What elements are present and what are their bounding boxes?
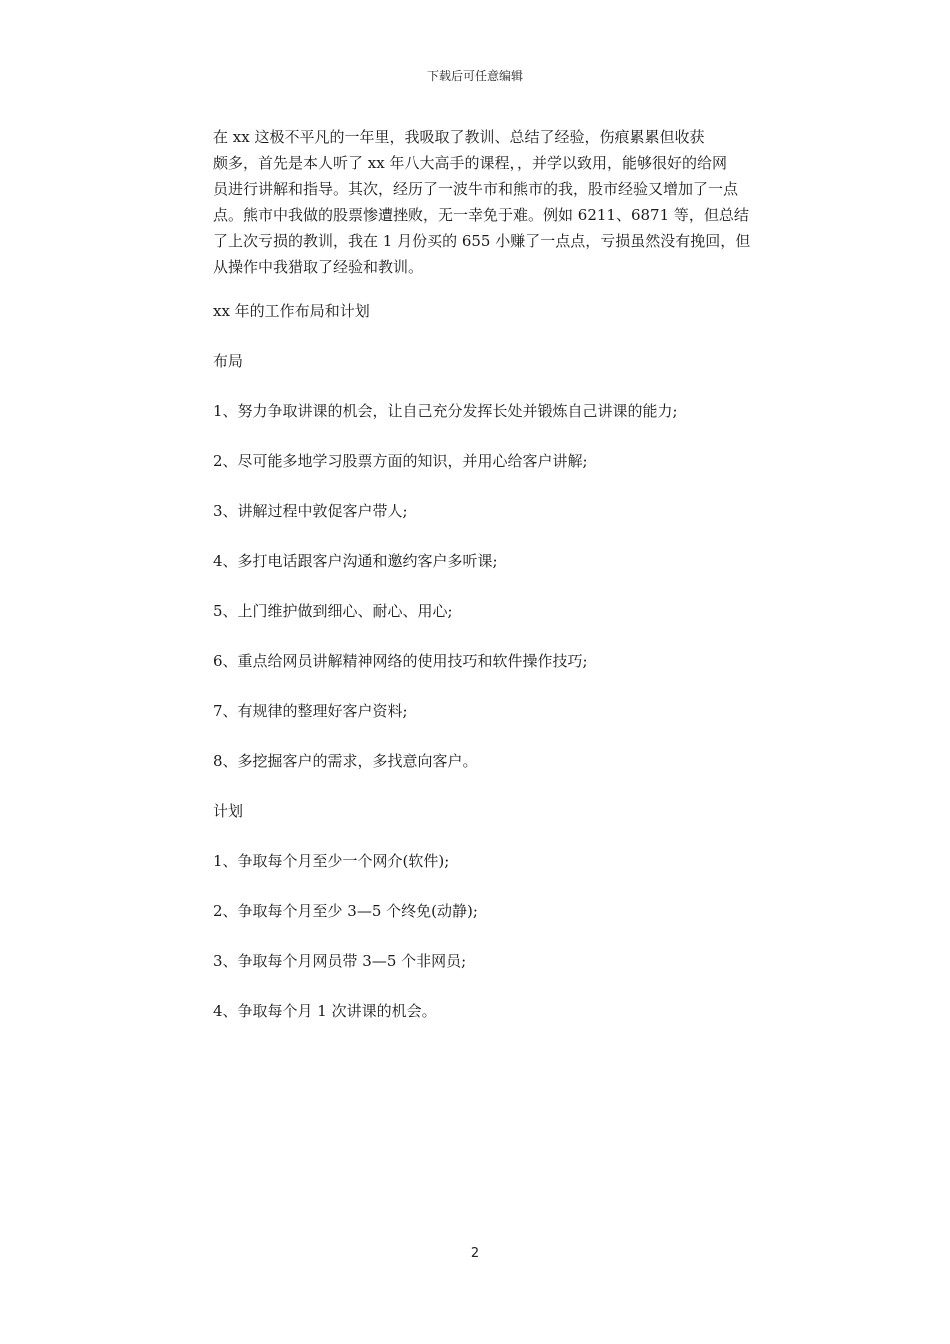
layout-item: 2、尽可能多地学习股票方面的知识，并用心给客户讲解;: [213, 452, 588, 470]
intro-paragraph: [213, 124, 773, 280]
intro-line: 颇多，首先是本人听了 xx 年八大高手的课程，，并学以致用，能够很好的给网: [213, 154, 727, 172]
plan-item: 4、争取每个月 1 次讲课的机会。: [213, 1002, 437, 1020]
page-number: 2: [470, 1246, 480, 1261]
section-title: xx 年的工作布局和计划: [213, 302, 370, 320]
layout-item: 1、努力争取讲课的机会，让自己充分发挥长处并锻炼自己讲课的能力;: [213, 402, 678, 420]
plan-item: 2、争取每个月至少 3—5 个终免(动静);: [213, 902, 478, 920]
plan-item: 1、争取每个月至少一个网介(软件);: [213, 852, 450, 870]
page-header: 下载后可任意编辑: [426, 69, 523, 83]
intro-line: 点。熊市中我做的股票惨遭挫败，无一幸免于难。例如 6211、6871 等，但总结: [213, 206, 749, 224]
intro-line: 了上次亏损的教训，我在 1 月份买的 655 小赚了一点点，亏损虽然没有挽回，但: [213, 232, 751, 250]
layout-item: 4、多打电话跟客户沟通和邀约客户多听课;: [213, 552, 498, 570]
intro-line: 从操作中我猎取了经验和教训。: [213, 258, 424, 276]
layout-item: 5、上门维护做到细心、耐心、用心;: [213, 602, 453, 620]
layout-item: 8、多挖掘客户的需求，多找意向客户。: [213, 752, 478, 770]
intro-line: 员进行讲解和指导。其次，经历了一波牛市和熊市的我，股市经验又增加了一点: [213, 180, 739, 198]
layout-item: 6、重点给网员讲解精神网络的使用技巧和软件操作技巧;: [213, 652, 588, 670]
layout-item: 7、有规律的整理好客户资料;: [213, 702, 408, 720]
intro-line: 在 xx 这极不平凡的一年里，我吸取了教训、总结了经验，伤痕累累但收获: [213, 128, 705, 146]
plan-heading: 计划: [213, 802, 244, 820]
layout-heading: 布局: [213, 352, 244, 370]
plan-item: 3、争取每个月网员带 3—5 个非网员;: [213, 952, 467, 970]
layout-item: 3、讲解过程中敦促客户带人;: [213, 502, 408, 520]
